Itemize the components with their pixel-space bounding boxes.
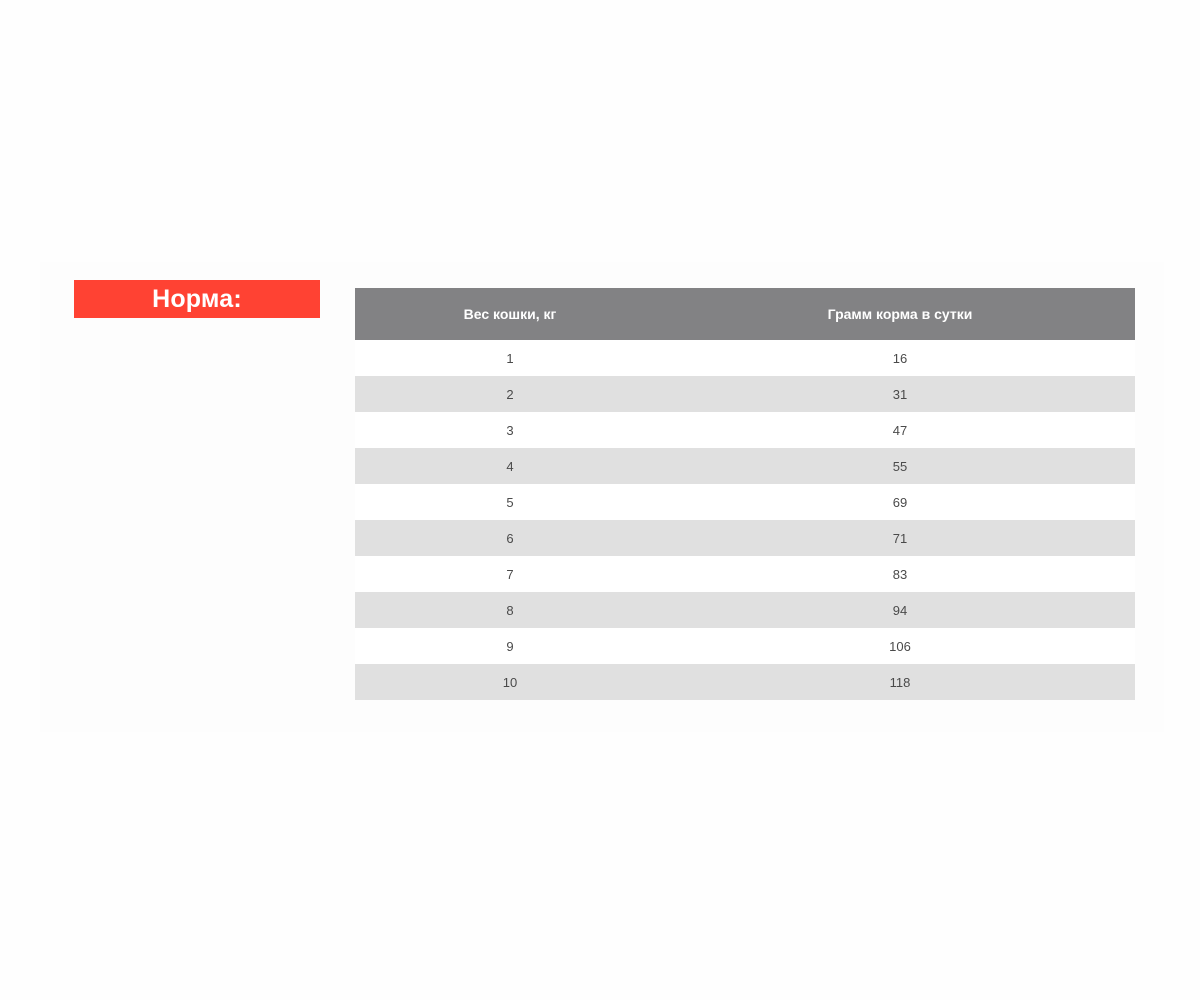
cell-weight: 3: [355, 412, 665, 448]
table-row: [355, 376, 1135, 412]
column-header-grams: Грамм корма в сутки: [665, 288, 1135, 340]
cell-grams: 94: [665, 592, 1135, 628]
cell-grams: 55: [665, 448, 1135, 484]
cell-grams: 71: [665, 520, 1135, 556]
table-header-row: [355, 288, 1135, 340]
cell-grams: 69: [665, 484, 1135, 520]
cell-weight: 9: [355, 628, 665, 664]
cell-grams: 83: [665, 556, 1135, 592]
cell-grams: 31: [665, 376, 1135, 412]
cell-weight: 4: [355, 448, 665, 484]
cell-weight: 1: [355, 340, 665, 376]
cell-weight: 5: [355, 484, 665, 520]
feeding-norm-table: [355, 288, 1135, 700]
table-row: [355, 448, 1135, 484]
table-row: [355, 520, 1135, 556]
cell-grams: 47: [665, 412, 1135, 448]
cell-weight: 10: [355, 664, 665, 700]
norm-badge: Норма:: [74, 280, 320, 318]
table-row: [355, 628, 1135, 664]
cell-grams: 106: [665, 628, 1135, 664]
cell-weight: 8: [355, 592, 665, 628]
table-row: [355, 484, 1135, 520]
cell-grams: 16: [665, 340, 1135, 376]
cell-grams: 118: [665, 664, 1135, 700]
table-row: [355, 556, 1135, 592]
table-row: [355, 412, 1135, 448]
table-row: [355, 664, 1135, 700]
cell-weight: 6: [355, 520, 665, 556]
cell-weight: 2: [355, 376, 665, 412]
cell-weight: 7: [355, 556, 665, 592]
table-row: [355, 340, 1135, 376]
column-header-weight: Вес кошки, кг: [355, 288, 665, 340]
table-row: [355, 592, 1135, 628]
